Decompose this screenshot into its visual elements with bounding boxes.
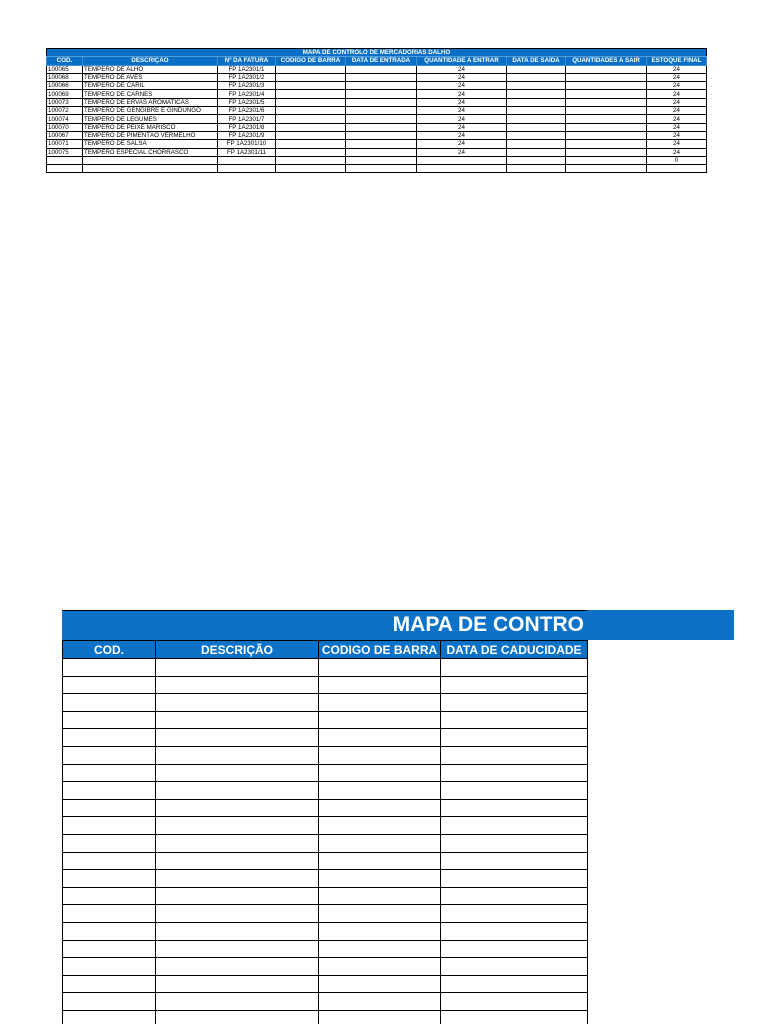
table-cell[interactable]: FP 1A2301/11 [218,148,276,156]
table-cell[interactable]: 24 [647,123,707,131]
table-row [47,156,707,164]
table-cell[interactable] [441,940,588,958]
table-cell[interactable] [441,1010,588,1024]
table-cell[interactable]: 100074 [47,115,83,123]
table-cell[interactable] [156,782,319,800]
table-cell[interactable]: 24 [417,148,507,156]
table-cell[interactable] [63,1010,156,1024]
table-cell[interactable] [507,73,566,81]
table-cell[interactable] [346,90,417,98]
table-cell[interactable]: 24 [417,140,507,148]
column-header: COD. [63,641,156,659]
table-cell[interactable] [319,958,441,976]
table-cell[interactable] [156,922,319,940]
table-cell[interactable] [47,165,83,173]
table-row [47,115,707,123]
table-cell[interactable] [441,729,588,747]
table-cell[interactable] [319,817,441,835]
table-cell[interactable]: TEMPERO DE CARNES [83,90,218,98]
table-cell[interactable]: 100075 [47,148,83,156]
table-cell[interactable]: 24 [647,98,707,106]
table-cell[interactable] [156,729,319,747]
table-cell[interactable] [156,870,319,888]
header-row [47,57,707,65]
table-row [63,852,588,870]
table-cell[interactable] [566,107,647,115]
table-cell[interactable] [507,90,566,98]
table-cell[interactable] [566,156,647,164]
column-header: COD. [47,57,83,65]
table-cell[interactable]: 24 [647,115,707,123]
table-cell[interactable] [319,852,441,870]
table-cell[interactable] [156,746,319,764]
table-cell[interactable] [319,887,441,905]
table-cell[interactable]: 24 [647,148,707,156]
table-cell[interactable] [346,148,417,156]
table-cell[interactable] [156,659,319,677]
table-cell[interactable] [566,123,647,131]
table-cell[interactable] [63,834,156,852]
table-row [63,782,588,800]
table-cell[interactable] [507,131,566,139]
table-cell[interactable] [507,65,566,73]
table-cell[interactable]: TEMPERO DE LEGUMES [83,115,218,123]
table-cell[interactable] [417,165,507,173]
table-cell[interactable] [319,1010,441,1024]
column-header: DESCRIÇÃO [156,641,319,659]
table-cell[interactable]: 100073 [47,98,83,106]
table-cell[interactable] [63,782,156,800]
table-cell[interactable] [319,799,441,817]
table-cell[interactable] [63,922,156,940]
table-cell[interactable] [63,694,156,712]
table-cell[interactable] [441,922,588,940]
table-cell[interactable]: TEMPERO DE SALSA [83,140,218,148]
table-cell[interactable]: FP 1A2301/3 [218,82,276,90]
table-cell[interactable] [218,156,276,164]
table-cell[interactable] [346,156,417,164]
table-cell[interactable] [319,940,441,958]
table-cell[interactable]: FP 1A2301/2 [218,73,276,81]
table-row [63,694,588,712]
table-row [63,676,588,694]
table-cell[interactable] [346,98,417,106]
expiry-control-table [62,640,588,1024]
table-cell[interactable] [566,131,647,139]
table-cell[interactable] [507,107,566,115]
column-header: DESCRIÇÃO [83,57,218,65]
table-cell[interactable] [346,131,417,139]
table-cell[interactable] [441,993,588,1011]
table-row [63,993,588,1011]
table-cell[interactable]: TEMPERO DE CARIL [83,82,218,90]
table-row [63,975,588,993]
table-cell[interactable] [63,817,156,835]
table-cell[interactable] [63,940,156,958]
table-cell[interactable] [156,799,319,817]
table-cell[interactable] [441,764,588,782]
table-cell[interactable] [63,711,156,729]
table-cell[interactable] [507,148,566,156]
table-row [63,711,588,729]
table-cell[interactable]: 100070 [47,123,83,131]
table-cell[interactable] [346,115,417,123]
table-cell[interactable]: FP 1A2301/5 [218,98,276,106]
table-cell[interactable] [566,98,647,106]
table-cell[interactable] [507,140,566,148]
table-cell[interactable] [441,694,588,712]
table-cell[interactable] [276,82,346,90]
table-cell[interactable]: 100066 [47,82,83,90]
table-cell[interactable] [566,90,647,98]
table-cell[interactable] [156,940,319,958]
table-row [47,73,707,81]
table-row [63,958,588,976]
table-cell[interactable] [507,156,566,164]
table-cell[interactable] [47,156,83,164]
table-cell[interactable]: 100069 [47,90,83,98]
column-header: CODIGO DE BARRA [276,57,346,65]
table-cell[interactable] [441,834,588,852]
table-cell[interactable] [63,729,156,747]
table-cell[interactable]: FP 1A2301/9 [218,131,276,139]
table-cell[interactable] [156,817,319,835]
table-cell[interactable] [63,746,156,764]
table-cell[interactable]: FP 1A2301/6 [218,107,276,115]
table-cell[interactable] [218,165,276,173]
sheet-title: MAPA DE CONTRO [392,613,584,636]
sheet-title: MAPA DE CONTROLO DE MERCADORIAS DALHO [47,49,707,57]
table-cell[interactable] [346,165,417,173]
table-row [47,82,707,90]
table-cell[interactable] [441,659,588,677]
table-cell[interactable] [566,82,647,90]
table-cell[interactable]: 100068 [47,73,83,81]
table-cell[interactable] [319,694,441,712]
table-cell[interactable] [346,140,417,148]
table-cell[interactable]: 24 [647,65,707,73]
column-header: QUANTIDADE A ENTRAR [417,57,507,65]
table-cell[interactable] [319,870,441,888]
table-cell[interactable] [319,922,441,940]
table-cell[interactable]: FP 1A2301/7 [218,115,276,123]
table-cell[interactable] [319,746,441,764]
table-row [47,65,707,73]
table-cell[interactable]: 24 [417,82,507,90]
table-cell[interactable]: 24 [647,131,707,139]
table-cell[interactable] [319,764,441,782]
table-cell[interactable] [276,73,346,81]
table-cell[interactable] [83,165,218,173]
column-header: DATA DE SAÍDA [507,57,566,65]
table-cell[interactable] [441,870,588,888]
table-row [63,659,588,677]
column-header: QUANTIDADES A SAIR [566,57,647,65]
table-cell[interactable] [156,676,319,694]
table-cell[interactable] [346,73,417,81]
table-cell[interactable] [63,993,156,1011]
table-cell[interactable] [156,852,319,870]
table-cell[interactable] [63,659,156,677]
table-row [63,887,588,905]
table-cell[interactable] [566,140,647,148]
table-cell[interactable]: TEMPERO DE PIMENTÃO VERMELHO [83,131,218,139]
table-cell[interactable]: 100072 [47,107,83,115]
table-row [63,905,588,923]
table-cell[interactable] [156,834,319,852]
table-row [47,123,707,131]
table-cell[interactable] [566,115,647,123]
table-row [63,817,588,835]
table-cell[interactable] [63,852,156,870]
stock-control-table [46,48,707,173]
table-cell[interactable] [507,123,566,131]
table-cell[interactable] [276,123,346,131]
table-cell[interactable]: 0 [647,156,707,164]
table-row [63,799,588,817]
table-cell[interactable] [441,817,588,835]
table-cell[interactable] [441,711,588,729]
table-cell[interactable]: 24 [647,73,707,81]
table-cell[interactable] [276,148,346,156]
table-cell[interactable]: 24 [417,65,507,73]
table-cell[interactable] [441,746,588,764]
table-cell[interactable]: 100065 [47,65,83,73]
table-cell[interactable]: 24 [647,82,707,90]
table-cell[interactable] [83,156,218,164]
table-cell[interactable] [156,1010,319,1024]
table-cell[interactable] [346,82,417,90]
table-cell[interactable] [566,165,647,173]
table-cell[interactable]: FP 1A2301/8 [218,123,276,131]
table-row [63,870,588,888]
table-cell[interactable]: 24 [417,131,507,139]
table-row [47,165,707,173]
table-cell[interactable] [156,975,319,993]
table-cell[interactable] [507,115,566,123]
table-cell[interactable] [156,764,319,782]
table-row [47,131,707,139]
table-cell[interactable] [156,887,319,905]
table-cell[interactable]: 24 [417,73,507,81]
table-cell[interactable]: FP 1A2301/4 [218,90,276,98]
table-cell[interactable] [319,729,441,747]
table-cell[interactable] [156,958,319,976]
table-cell[interactable] [346,107,417,115]
table-cell[interactable] [441,905,588,923]
table-cell[interactable] [647,165,707,173]
table-cell[interactable] [346,65,417,73]
table-cell[interactable]: 24 [417,123,507,131]
table-cell[interactable] [346,123,417,131]
table-cell[interactable] [276,65,346,73]
table-row [47,140,707,148]
table-row [47,148,707,156]
table-cell[interactable] [319,834,441,852]
table-cell[interactable]: 24 [417,90,507,98]
table-cell[interactable] [276,140,346,148]
table-cell[interactable] [276,165,346,173]
table-cell[interactable]: 24 [417,98,507,106]
table-cell[interactable] [507,82,566,90]
table-cell[interactable] [319,676,441,694]
table-cell[interactable] [441,887,588,905]
table-cell[interactable] [63,887,156,905]
column-header: CODIGO DE BARRA [319,641,441,659]
table-row [63,922,588,940]
table-row [47,107,707,115]
table-row [63,764,588,782]
table-cell[interactable]: 100071 [47,140,83,148]
table-cell[interactable]: FP 1A2301/1 [218,65,276,73]
table-cell[interactable]: TEMPERO DE ALHO [83,65,218,73]
table-cell[interactable]: TEMPERO DE ERVAS AROMATICAS [83,98,218,106]
table-cell[interactable] [441,799,588,817]
table-cell[interactable]: 24 [647,107,707,115]
table-cell[interactable]: 24 [417,115,507,123]
table-cell[interactable] [441,852,588,870]
table-row [47,98,707,106]
table-top-border [62,610,587,611]
column-header: DATA DE CADUCIDADE [441,641,588,659]
table-cell[interactable] [319,782,441,800]
column-header: DATA DE ENTRADA [346,57,417,65]
table-cell[interactable] [319,711,441,729]
table-cell[interactable] [276,90,346,98]
table-cell[interactable] [63,958,156,976]
table-cell[interactable] [441,958,588,976]
table-cell[interactable] [63,870,156,888]
table-cell[interactable]: 24 [647,90,707,98]
table-cell[interactable] [63,905,156,923]
table-row [63,1010,588,1024]
table-cell[interactable] [441,975,588,993]
column-header: Nº DA FATURA [218,57,276,65]
table-cell[interactable] [156,905,319,923]
table-cell[interactable] [63,975,156,993]
table-cell[interactable] [507,98,566,106]
table-cell[interactable] [63,764,156,782]
table-cell[interactable] [441,782,588,800]
table-cell[interactable] [417,156,507,164]
table-cell[interactable] [276,131,346,139]
table-cell[interactable]: FP 1A2301/10 [218,140,276,148]
table-cell[interactable] [566,148,647,156]
table-row [47,90,707,98]
table-cell[interactable] [276,115,346,123]
table-cell[interactable]: 24 [417,107,507,115]
table-row [63,940,588,958]
table-cell[interactable] [319,905,441,923]
table-cell[interactable] [63,799,156,817]
table-cell[interactable] [156,694,319,712]
table-cell[interactable] [319,975,441,993]
table-cell[interactable]: 100067 [47,131,83,139]
table-cell[interactable] [319,659,441,677]
table-cell[interactable] [566,65,647,73]
table-cell[interactable] [276,156,346,164]
stock-control-sheet [46,48,706,173]
table-cell[interactable]: TEMPERO DE GENGIBRE E GINDUNGO [83,107,218,115]
table-cell[interactable] [156,993,319,1011]
table-cell[interactable] [156,711,319,729]
table-row [63,746,588,764]
header-row [63,641,588,659]
table-cell[interactable] [566,73,647,81]
table-cell[interactable] [319,993,441,1011]
table-row [63,834,588,852]
table-cell[interactable]: TEMPERO DE PEIXE MARISCO [83,123,218,131]
table-cell[interactable] [276,107,346,115]
table-cell[interactable] [441,676,588,694]
table-row [63,729,588,747]
table-cell[interactable] [63,676,156,694]
table-cell[interactable]: TEMPERO ESPECIAL CHORRASCO [83,148,218,156]
table-cell[interactable]: TEMPERO DE AVES [83,73,218,81]
table-cell[interactable] [507,165,566,173]
table-cell[interactable] [276,98,346,106]
table-cell[interactable]: 24 [647,140,707,148]
column-header: ESTOQUE FINAL [647,57,707,65]
